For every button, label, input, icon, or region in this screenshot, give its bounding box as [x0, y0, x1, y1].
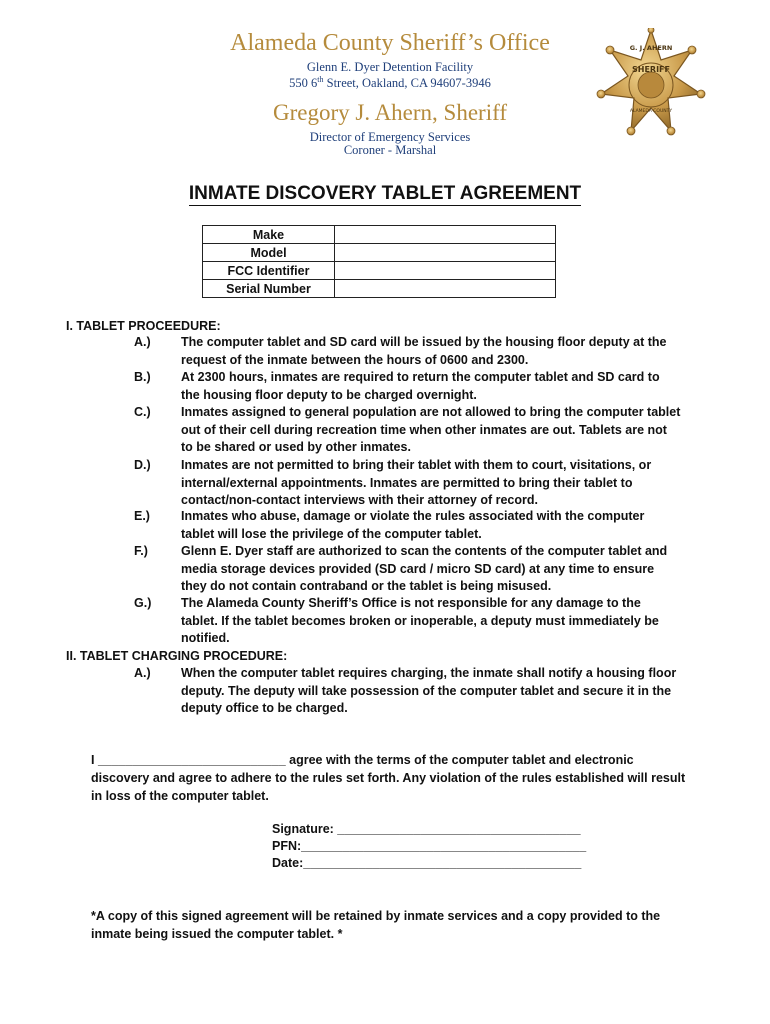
make-value[interactable] — [335, 226, 556, 244]
signature-line[interactable]: Signature: ___________________________________ — [272, 822, 581, 836]
table-row — [203, 280, 556, 298]
list-item: Inmates who abuse, damage or violate the rules associated with the computer tablet will lose the privilege of the computer tablet. — [181, 509, 645, 541]
fcc-identifier-value[interactable] — [335, 262, 556, 280]
sheriff-name: Gregory J. Ahern, Sheriff — [273, 100, 507, 125]
list-item: At 2300 hours, inmates are required to return the computer tablet and SD card to the housing floor deputy to be charged overnight. — [181, 370, 660, 402]
badge-top-text: G. J. AHERN — [629, 44, 673, 52]
badge-word-text: SHERIFF — [632, 65, 670, 74]
date-line[interactable]: Date:________________________________________ — [272, 856, 582, 870]
address-street: Street, Oakland, CA 94607-3946 — [323, 76, 491, 91]
make-label: Make — [203, 226, 335, 244]
footnote: *A copy of this signed agreement will be retained by inmate services and a copy provided to the inmate being issued the computer tablet. * — [91, 909, 661, 941]
table-row — [203, 262, 556, 280]
item-letter: F.) — [134, 544, 148, 558]
agreement-paragraph: I ___________________________ agree with the terms of the computer tablet and electronic discovery and agree to adhere to the rules set forth. Any violation of the rules established will result in loss of the computer tablet. — [91, 753, 686, 803]
item-letter: C.) — [134, 405, 151, 419]
list-item: The Alameda County Sheriff’s Office is not responsible for any damage to the tablet. If the tablet becomes broken or inoperable, a deputy must immediately be notified. — [181, 596, 659, 645]
item-letter: A.) — [134, 666, 151, 680]
list-item: The computer tablet and SD card will be issued by the housing floor deputy at the request of the inmate between the hours of 0600 and 2300. — [181, 335, 667, 367]
address-suffix: th — [317, 75, 324, 84]
item-letter: G.) — [134, 596, 152, 610]
serial-number-value[interactable] — [335, 280, 556, 298]
sheriff-role-2: Coroner - Marshal — [343, 143, 437, 157]
section-1-heading: I. TABLET PROCEEDURE: — [66, 319, 221, 333]
office-name: Alameda County Sheriff’s Office — [230, 30, 550, 56]
list-item: Inmates are not permitted to bring their tablet with them to court, visitations, or internal/external appointments. Inmates are permitted to bring their tablet to contact/non-contact interviews with their attorney of record. — [181, 458, 652, 507]
item-letter: B.) — [134, 370, 151, 384]
badge-bottom-text: ALAMEDA COUNTY — [629, 109, 673, 114]
item-letter: E.) — [134, 509, 150, 523]
facility-address — [180, 75, 600, 91]
list-item: When the computer tablet requires charging, the inmate shall notify a housing floor deputy. The deputy will take possession of the computer tablet and secure it in the deputy office to be charged. — [181, 666, 677, 715]
section-2-heading: II. TABLET CHARGING PROCEDURE: — [66, 649, 288, 663]
serial-number-label: Serial Number — [203, 280, 335, 298]
sheriff-role-1: Director of Emergency Services — [309, 130, 471, 144]
address-number: 550 6 — [289, 76, 318, 91]
table-row — [203, 226, 556, 244]
model-value[interactable] — [335, 244, 556, 262]
model-label: Model — [203, 244, 335, 262]
fcc-identifier-label: FCC Identifier — [203, 262, 335, 280]
item-letter: D.) — [134, 458, 151, 472]
device-info-table — [202, 225, 556, 298]
table-row — [203, 244, 556, 262]
document-title — [0, 183, 770, 205]
sheriff-badge-icon — [596, 28, 706, 138]
facility-name: Glenn E. Dyer Detention Facility — [306, 60, 474, 74]
list-item: Inmates assigned to general population are not allowed to bring the computer tablet out of their cell during recreation time when other inmates are out. Tablets are not to be shared or used by other inmates. — [181, 405, 681, 454]
list-item: Glenn E. Dyer staff are authorized to scan the contents of the computer tablet and media storage devices provided (SD card / micro SD card) at any time to ensure they do not contain contraband or the tablet is being misused. — [181, 544, 668, 593]
pfn-line[interactable]: PFN:_________________________________________ — [272, 839, 587, 853]
item-letter: A.) — [134, 335, 151, 349]
document-title-text: INMATE DISCOVERY TABLET AGREEMENT — [188, 183, 582, 204]
